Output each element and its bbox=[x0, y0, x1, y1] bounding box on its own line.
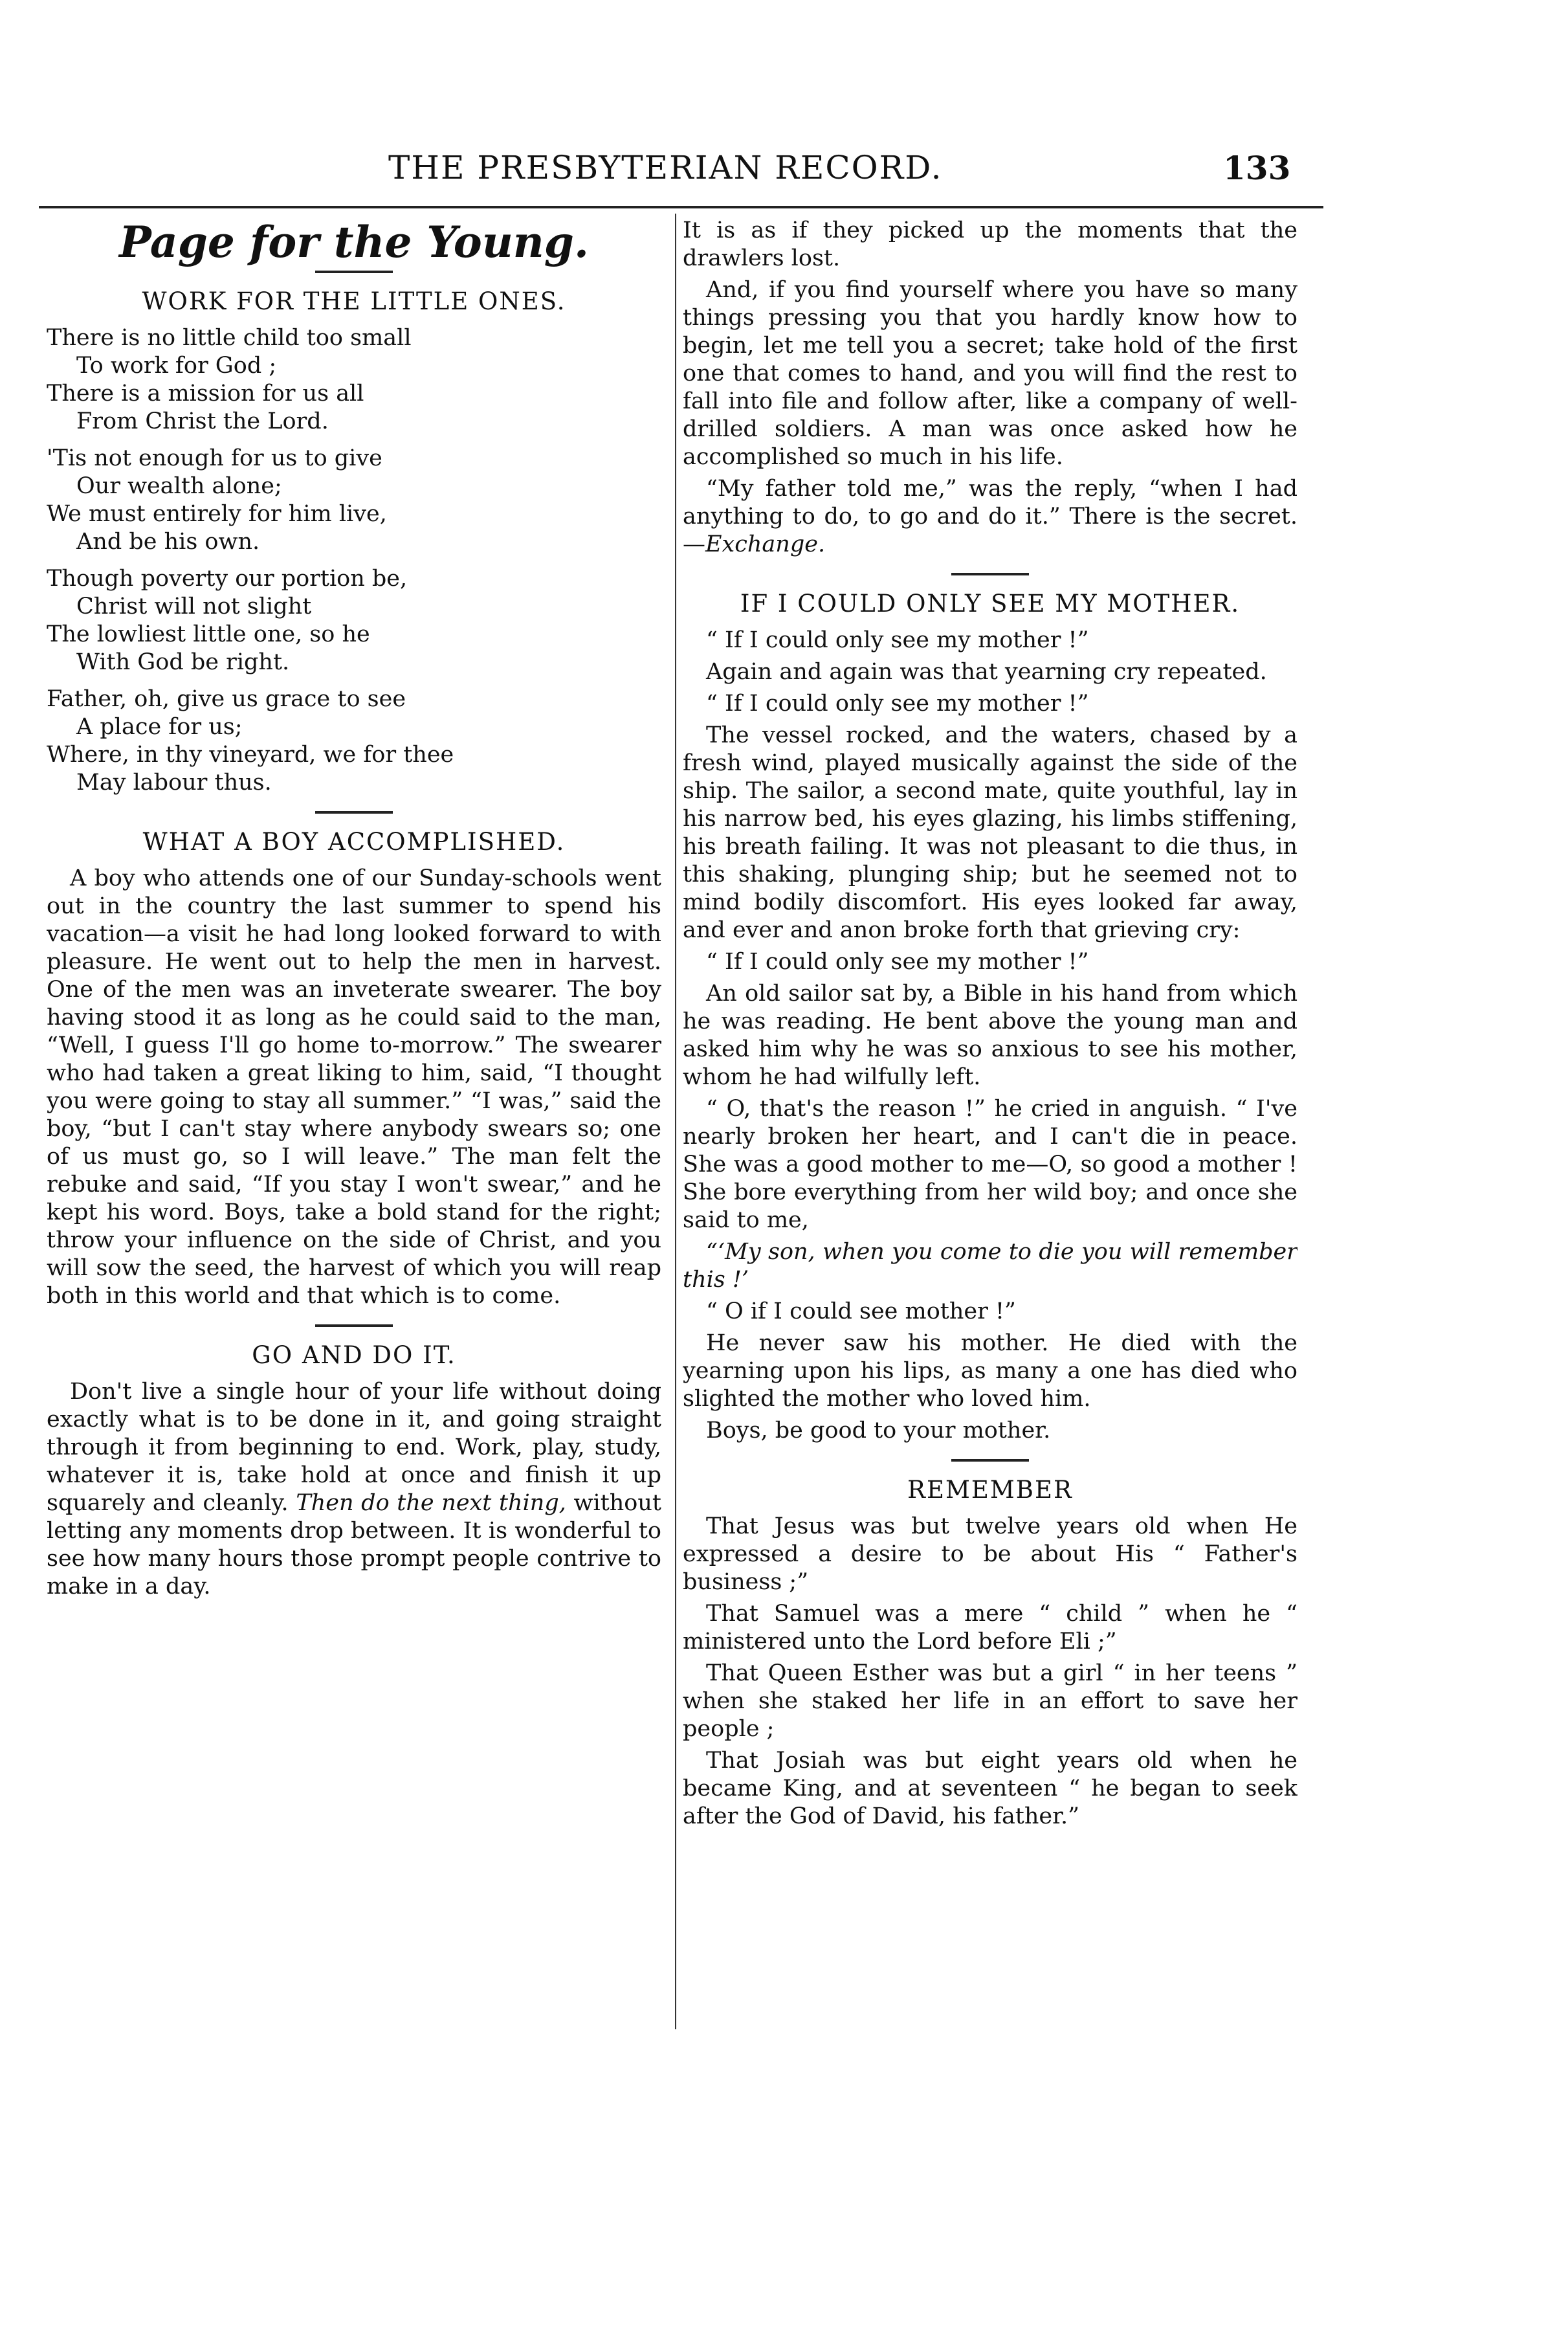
section-rule bbox=[315, 1324, 393, 1327]
poem-line: To work for God ; bbox=[76, 353, 277, 379]
poem-line: Where, in thy vineyard, we for thee bbox=[47, 742, 454, 768]
article-paragraph: That Samuel was a mere “ child ” when he “ ministered unto the Lord before Eli ;” bbox=[683, 1601, 1297, 1655]
poem-line: There is a mission for us all bbox=[47, 381, 364, 407]
text-run: without letting any moments drop between. It is wonderful to see how many hours those prompt people contrive to make in a day. bbox=[47, 1490, 661, 1599]
poem-line: Father, oh, give us grace to see bbox=[47, 686, 406, 712]
article-title: WHAT A BOY ACCOMPLISHED. bbox=[142, 828, 566, 856]
poem-stanza bbox=[47, 324, 661, 436]
article-paragraph bbox=[47, 1378, 661, 1601]
poem-line: A place for us; bbox=[76, 714, 243, 740]
poem-stanza bbox=[47, 685, 661, 797]
article-paragraph: “‘My son, when you come to die you will remember this !’ bbox=[683, 1239, 1297, 1293]
poem-line: Though poverty our portion be, bbox=[47, 566, 408, 592]
poem-line: 'Tis not enough for us to give bbox=[47, 445, 382, 471]
article-paragraph: It is as if they picked up the moments that the drawlers lost. bbox=[683, 217, 1297, 271]
poem-title: WORK FOR THE LITTLE ONES. bbox=[142, 287, 566, 315]
article-paragraph: “ If I could only see my mother !” bbox=[706, 691, 1089, 717]
article-paragraph: That Josiah was but eight years old when he became King, and at seventeen “ he began to seek after the God of David, his father.” bbox=[683, 1748, 1297, 1829]
article-paragraph: A boy who attends one of our Sunday-schools went out in the country the last summer to spend his vacation—a visit he had long looked forward to with pleasure. He went out to help the men in harvest. One of the men was an inveterate swearer. The boy having stood it as long as he could said to the man, “Well, I guess I'll go home to-morrow.” The swearer who had taken a great liking to him, said, “I thought you were going to stay all summer.” “I was,” said the boy, “but I can't stay where anybody swears so; one of us must go, so I will leave.” The man felt the rebuke and said, “If you stay I won't swear,” and he kept his word. Boys, take a bold stand for the right; throw your influence on the side of Christ, and you will sow the seed, the harvest of which you will reap both in this world and that which is to come. bbox=[47, 865, 661, 1309]
article-paragraph: An old sailor sat by, a Bible in his hand from which he was reading. He bent above the young man and asked him why he was so anxious to see his mother, whom he had wilfully left. bbox=[683, 981, 1297, 1090]
page-header bbox=[0, 149, 1568, 201]
poem-line: And be his own. bbox=[76, 529, 260, 555]
poem-stanza bbox=[47, 445, 661, 556]
article-paragraph: Boys, be good to your mother. bbox=[706, 1418, 1051, 1443]
poem-line: Our wealth alone; bbox=[76, 473, 282, 499]
page-number: 133 bbox=[1223, 149, 1291, 187]
article-paragraph: “ If I could only see my mother !” bbox=[706, 949, 1089, 975]
section-rule bbox=[315, 271, 393, 273]
article-title: GO AND DO IT. bbox=[252, 1341, 456, 1369]
section-title: Page for the Young. bbox=[119, 217, 589, 267]
text-run: Don't live a single hour of your life without doing exactly what is to be done in it, and going straight through it from beginning to end. Work, play, study, whatever it is, take hold at once and finish it up squarely and cleanly. bbox=[47, 1379, 661, 1516]
article-paragraph: Again and again was that yearning cry repeated. bbox=[706, 659, 1267, 685]
section-rule bbox=[315, 811, 393, 814]
poem-line: From Christ the Lord. bbox=[76, 408, 329, 434]
poem-line: Christ will not slight bbox=[76, 594, 312, 619]
article-paragraph: That Queen Esther was but a girl “ in her teens ” when she staked her life in an effort to save her people ; bbox=[683, 1660, 1297, 1742]
emphasis-text: Then do the next thing, bbox=[296, 1490, 566, 1516]
source-credit: Exchange. bbox=[705, 531, 826, 557]
left-column bbox=[47, 217, 661, 2029]
article-paragraph: He never saw his mother. He died with the yearning upon his lips, as many a one has died who slighted the mother who loved him. bbox=[683, 1330, 1297, 1412]
article-paragraph: “ If I could only see my mother !” bbox=[706, 627, 1089, 653]
article-title: REMEMBER bbox=[907, 1476, 1073, 1504]
article-paragraph: “ O if I could see mother !” bbox=[706, 1298, 1016, 1324]
text-run: “My father told me,” was the reply, “when I had anything to do, to go and do it.” There is the secret.— bbox=[683, 476, 1297, 557]
section-rule bbox=[951, 1459, 1029, 1462]
article-paragraph: The vessel rocked, and the waters, chased by a fresh wind, played musically against the side of the ship. The sailor, a second mate, quite youthful, lay in his narrow bed, his eyes glazing, his limbs stiffening, his breath failing. It was not pleasant to die thus, in this shaking, plunging ship; but he seemed not to mind bodily discomfort. His eyes looked far away, and ever and anon broke forth that grieving cry: bbox=[683, 722, 1297, 943]
article-paragraph: “ O, that's the reason !” he cried in anguish. “ I've nearly broken her heart, and I can't die in peace. She was a good mother to me—O, so good a mother ! She bore everything from her wild boy; and once she said to me, bbox=[683, 1096, 1297, 1233]
header-rule bbox=[39, 206, 1323, 208]
article-paragraph: That Jesus was but twelve years old when He expressed a desire to be about His “ Father's business ;” bbox=[683, 1513, 1297, 1595]
running-title: THE PRESBYTERIAN RECORD. bbox=[388, 149, 943, 186]
article-paragraph: And, if you find yourself where you have so many things pressing you that you hardly know how to begin, let me tell you a secret; take hold of the first one that comes to hand, and you will find the rest to fall into file and follow after, like a company of well-drilled soldiers. A man was once asked how he accomplished so much in his life. bbox=[683, 277, 1297, 470]
article-title: IF I COULD ONLY SEE MY MOTHER. bbox=[740, 590, 1241, 618]
column-divider bbox=[675, 214, 676, 2029]
article-paragraph bbox=[683, 475, 1297, 559]
right-column bbox=[683, 217, 1297, 2029]
poem-line: We must entirely for him live, bbox=[47, 501, 387, 527]
section-rule bbox=[951, 573, 1029, 575]
poem-line: The lowliest little one, so he bbox=[47, 621, 370, 647]
poem-stanza bbox=[47, 565, 661, 676]
poem-line: There is no little child too small bbox=[47, 325, 412, 351]
poem-line: With God be right. bbox=[76, 649, 290, 675]
poem-line: May labour thus. bbox=[76, 770, 272, 796]
